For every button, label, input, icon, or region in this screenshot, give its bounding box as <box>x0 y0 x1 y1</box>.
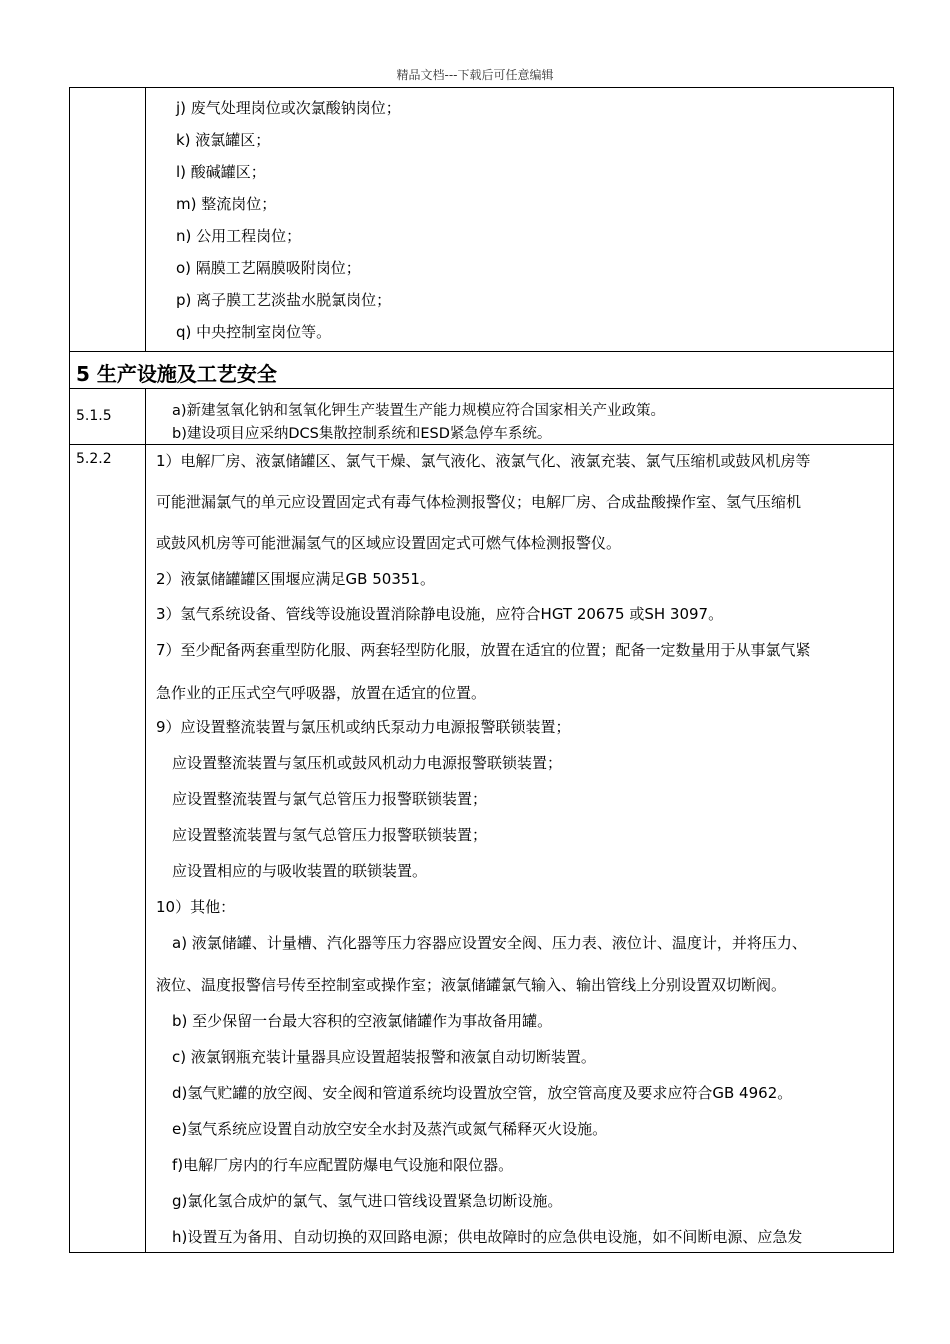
clause-line: 10）其他： <box>156 898 236 916</box>
clause-line: 7）至少配备两套重型防化服、两套轻型防化服，放置在适宜的位置；配备一定数量用于从事氯气紧 <box>156 641 811 659</box>
section-title: 5 生产设施及工艺安全 <box>70 352 894 389</box>
code-cell-empty <box>70 88 146 352</box>
clause-content <box>146 445 894 1253</box>
clause-line: f)电解厂房内的行车应配置防爆电气设施和限位器。 <box>172 1156 514 1174</box>
table-row <box>70 88 894 352</box>
list-cell <box>146 88 894 352</box>
clause-content <box>146 389 894 445</box>
clause-line: h)设置互为备用、自动切换的双回路电源；供电故障时的应急供电设施，如不间断电源、应急发 <box>172 1228 803 1246</box>
clause-line: 可能泄漏氯气的单元应设置固定式有毒气体检测报警仪；电解厂房、合成盐酸操作室、氢气压缩机 <box>156 493 802 511</box>
clause-line: a)新建氢氧化钠和氢氧化钾生产装置生产能力规模应符合国家相关产业政策。 <box>172 403 666 419</box>
list-item: o) 隔膜工艺隔膜吸附岗位； <box>176 259 361 277</box>
clause-line: 1）电解厂房、液氯储罐区、氯气干燥、氯气液化、液氯气化、液氯充装、氯气压缩机或鼓风机房等 <box>156 452 811 470</box>
table-row <box>70 389 894 445</box>
clause-line: 应设置整流装置与氢气总管压力报警联锁装置； <box>172 826 488 844</box>
list-item: k) 液氯罐区； <box>176 131 271 149</box>
clause-line: 应设置整流装置与氢压机或鼓风机动力电源报警联锁装置； <box>172 754 563 772</box>
clause-line: 应设置整流装置与氯气总管压力报警联锁装置； <box>172 790 488 808</box>
clause-line: b)建设项目应采纳DCS集散控制系统和ESD紧急停车系统。 <box>172 426 552 442</box>
clause-line: 液位、温度报警信号传至控制室或操作室；液氯储罐氯气输入、输出管线上分别设置双切断阀。 <box>156 976 787 994</box>
clause-line: g)氯化氢合成炉的氯气、氢气进口管线设置紧急切断设施。 <box>172 1192 563 1210</box>
clause-line: 3）氢气系统设备、管线等设施设置消除静电设施，应符合HGT 20675 或SH 3097。 <box>156 605 724 623</box>
clause-line: 2）液氯储罐罐区围堰应满足GB 50351。 <box>156 570 435 588</box>
list-item: n) 公用工程岗位； <box>176 227 302 245</box>
clause-line: 或鼓风机房等可能泄漏氢气的区域应设置固定式可燃气体检测报警仪。 <box>156 534 622 552</box>
clause-line: 急作业的正压式空气呼吸器，放置在适宜的位置。 <box>156 684 487 702</box>
clause-line: e)氢气系统应设置自动放空安全水封及蒸汽或氮气稀释灭火设施。 <box>172 1120 608 1138</box>
table-row <box>70 445 894 1253</box>
list-item: m) 整流岗位； <box>176 195 277 213</box>
clause-line: 应设置相应的与吸收装置的联锁装置。 <box>172 862 428 880</box>
list-item: q) 中央控制室岗位等。 <box>176 323 332 341</box>
clause-code <box>70 389 146 445</box>
clause-line: d)氢气贮罐的放空阀、安全阀和管道系统均设置放空管，放空管高度及要求应符合GB 4962。 <box>172 1084 793 1102</box>
clause-code <box>70 445 146 1253</box>
clause-line: a) 液氯储罐、计量槽、汽化器等压力容器应设置安全阀、压力表、液位计、温度计，并将压力、 <box>172 934 807 952</box>
clause-code-text: 5.2.2 <box>76 451 112 467</box>
section-row <box>70 352 894 389</box>
clause-line: b) 至少保留一台最大容积的空液氯储罐作为事故备用罐。 <box>172 1012 553 1030</box>
clause-line: 9）应设置整流装置与氯压机或纳氏泵动力电源报警联锁装置； <box>156 718 571 736</box>
list-item: p) 离子膜工艺淡盐水脱氯岗位； <box>176 291 392 309</box>
clause-code-text: 5.1.5 <box>76 408 112 424</box>
list-item: l) 酸碱罐区； <box>176 163 266 181</box>
page-header: 精品文档---下载后可任意编辑 <box>396 68 554 82</box>
list-item: j) 废气处理岗位或次氯酸钠岗位； <box>176 99 401 117</box>
safety-requirements-table <box>69 87 894 1253</box>
clause-line: c) 液氯钢瓶充装计量器具应设置超装报警和液氯自动切断装置。 <box>172 1048 596 1066</box>
